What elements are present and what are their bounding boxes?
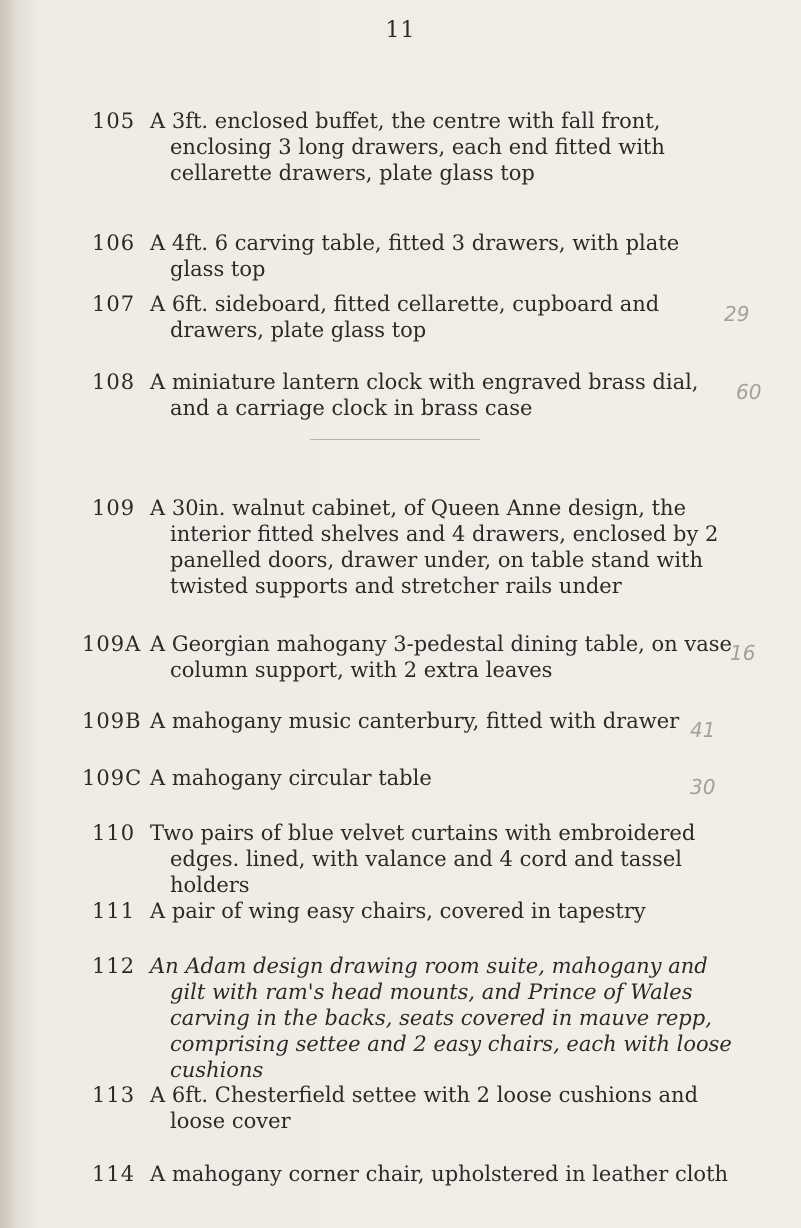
lot-number: 106 <box>92 231 136 255</box>
lot-description: A Georgian mahogany 3-pedestal dining table, on vase column support, with 2 extra leaves <box>150 632 732 682</box>
lot-number: 112 <box>92 954 136 978</box>
lot-description: A 3ft. enclosed buffet, the centre with fall front, enclosing 3 long drawers, each end fitted with cellarette drawers, plate glass top <box>150 109 665 185</box>
lot-description: A miniature lantern clock with engraved brass dial, and a carriage clock in brass case <box>150 370 699 420</box>
lot-description: A mahogany circular table <box>150 766 432 790</box>
lot-number: 111 <box>92 899 136 923</box>
lot-number: 105 <box>92 109 136 133</box>
lot-number: 109 <box>92 496 136 520</box>
lot-number: 110 <box>92 821 136 845</box>
handwritten-price-note: 41 <box>690 718 716 742</box>
lot-number: 108 <box>92 370 136 394</box>
lot-description: A mahogany corner chair, upholstered in leather cloth <box>150 1162 729 1186</box>
page-number: 11 <box>385 18 416 43</box>
handwritten-price-note: 16 <box>730 641 756 665</box>
lot-description: An Adam design drawing room suite, mahogany and gilt with ram's head mounts, and Prince of Wales carving in the backs, seats covered in mauve repp, comprising settee and 2 easy chairs, each with loose cushions <box>150 954 732 1082</box>
handwritten-price-note: 30 <box>690 775 716 799</box>
lot-number: 109A <box>82 632 142 656</box>
lot-description: A 4ft. 6 carving table, fitted 3 drawers, with plate glass top <box>150 231 680 281</box>
lot-description: A 6ft. sideboard, fitted cellarette, cupboard and drawers, plate glass top <box>150 292 660 342</box>
lot-description: A 6ft. Chesterfield settee with 2 loose cushions and loose cover <box>150 1083 699 1133</box>
lot-number: 107 <box>92 292 136 316</box>
lot-description: A pair of wing easy chairs, covered in tapestry <box>150 899 646 923</box>
section-divider <box>310 439 480 440</box>
lot-description: A 30in. walnut cabinet, of Queen Anne design, the interior fitted shelves and 4 drawers, enclosed by 2 panelled doors, drawer under, on table stand with twisted supports and stretcher rails under <box>150 496 719 598</box>
handwritten-price-note: 29 <box>724 302 750 326</box>
lot-number: 109C <box>82 766 143 790</box>
lot-number: 109B <box>82 709 142 733</box>
lot-number: 113 <box>92 1083 136 1107</box>
lot-description: Two pairs of blue velvet curtains with embroidered edges. lined, with valance and 4 cord and tassel holders <box>150 821 696 897</box>
handwritten-price-note: 60 <box>736 380 762 404</box>
lot-description: A mahogany music canterbury, fitted with drawer <box>150 709 680 733</box>
lot-number: 114 <box>92 1162 136 1186</box>
